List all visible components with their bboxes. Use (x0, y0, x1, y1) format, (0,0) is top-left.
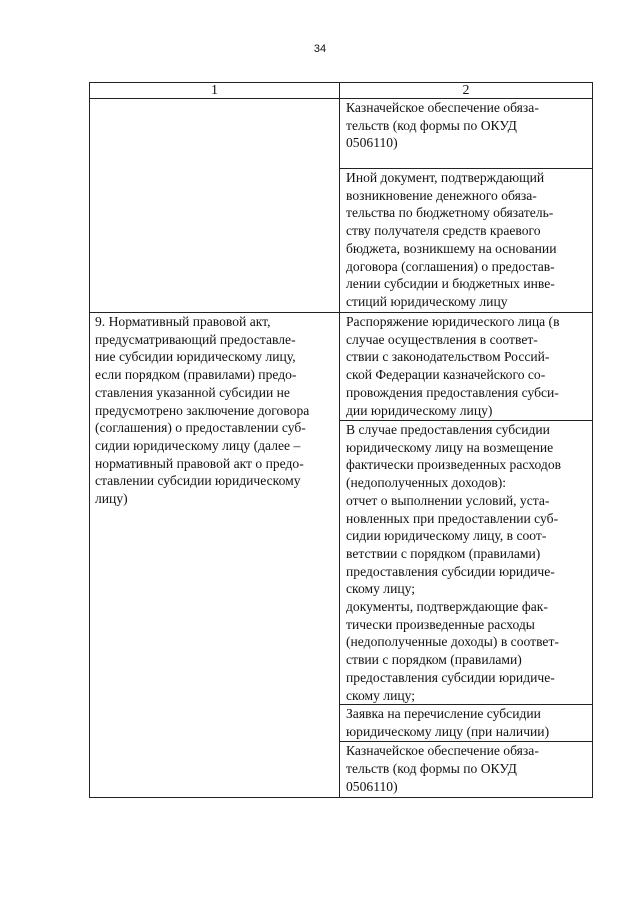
table-header-row (90, 83, 593, 99)
cell-text: Казначейское обеспечение обяза- тельств (код формы по ОКУД 0506110) (346, 743, 539, 794)
cell-text: 9. Нормативный правовой акт, предусматривающий предоставле- ние субсидии юридическому лицу, если порядком (правилами) предо- ставления указанной субсидии не предусмотрено заключение договора (соглашения) о предоставлении суб- сидии юридическому лицу (далее – нормативный правовой акт о предо- ставлении субсидии юридическому лицу) (95, 314, 310, 507)
documents-table (89, 82, 593, 798)
table-cell-right (340, 169, 593, 313)
table-cell-left-empty (90, 99, 340, 313)
cell-text: Распоряжение юридического лица (в случае осуществления в соответ- ствии с законодательством Россий- ской Федерации казначейского со- провождения предоставления субси- дии юридическому лицу) (346, 314, 560, 418)
table-cell-right (340, 705, 593, 742)
header-column-2: 2 (340, 83, 593, 99)
header-column-1: 1 (90, 83, 340, 99)
page-number: 34 (313, 43, 327, 55)
cell-text: Казначейское обеспечение обяза- тельств (код формы по ОКУД 0506110) (346, 100, 539, 151)
table-row (90, 313, 593, 421)
table-cell-left-item-9 (90, 313, 340, 798)
table-cell-right (340, 742, 593, 798)
cell-text: В случае предоставления субсидии юридическому лицу на возмещение фактически произведенных расходов (недополученных доходов): отчет о выполнении условий, уста- новленных при предоставлении суб- сидии юридическому лицу, в соот- ветствии с порядком (правилами) предоставления субсидии юридиче- скому лицу; документы, подтверждающие фак- тически произведенные расходы (недополученные доходы) в соответ- ствии с порядком (правилами) предоставления субсидии юридиче- скому лицу; (346, 422, 562, 703)
table-row (90, 99, 593, 169)
cell-text: Иной документ, подтверждающий возникновение денежного обяза- тельства по бюджетному обязатель- ству получателя средств краевого бюджета, возникшему на основании договора (соглашения) о предостав- лении субсидии и бюджетных инве- стиций юридическому лицу (346, 170, 557, 309)
table-cell-right (340, 99, 593, 169)
table-cell-right (340, 421, 593, 705)
cell-text: Заявка на перечисление субсидии юридическому лицу (при наличии) (346, 706, 550, 739)
table-cell-right (340, 313, 593, 421)
